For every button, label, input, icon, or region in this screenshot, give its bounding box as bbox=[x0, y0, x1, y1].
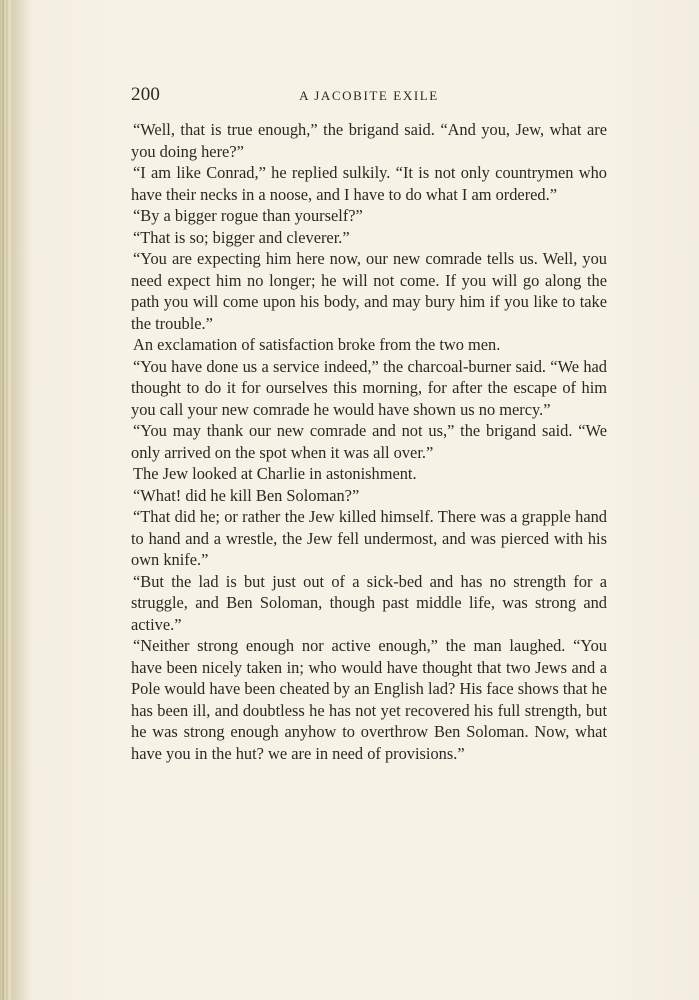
running-head bbox=[131, 84, 607, 108]
paragraph: “I am like Conrad,” he replied sulkily. “It is not only countrymen who have their necks in a noose, and I have to do what I am ordered.” bbox=[131, 163, 607, 204]
paragraph: “By a bigger rogue than yourself?” bbox=[133, 206, 363, 225]
page-number: 200 bbox=[131, 84, 161, 105]
paragraph: The Jew looked at Charlie in astonishment. bbox=[133, 464, 417, 483]
paragraph: “You are expecting him here now, our new comrade tells us. Well, you need expect him no longer; he will not come. If you will go along the path you will come upon his body, and may bury him if you like to take the trouble.” bbox=[131, 249, 607, 333]
paragraph: “You have done us a service indeed,” the charcoal-burner said. “We had thought to do it for ourselves this morning, for after the escape of him you call your new comrade he would have shown us no mercy.” bbox=[131, 356, 607, 419]
body-text bbox=[131, 119, 607, 764]
paragraph: “What! did he kill Ben Soloman?” bbox=[133, 485, 360, 505]
paragraph: “But the lad is but just out of a sick-bed and has no strength for a struggle, and Ben Soloman, though past middle life, was strong and active.” bbox=[131, 571, 607, 634]
paragraph: “Well, that is true enough,” the brigand said. “And you, Jew, what are you doing here?” bbox=[131, 120, 607, 161]
running-title: A JACOBITE EXILE bbox=[299, 88, 439, 103]
paragraph: “Neither strong enough nor active enough,” the man laughed. “You have been nicely taken in; who would have thought that two Jews and a Pole would have been cheated by an English lad? His face shows that he has been ill, and doubtless he has not yet recovered his full strength, but he was strong enough anyhow to overthrow Ben Soloman. Now, what have you in the hut? we are in need of provisions.” bbox=[131, 636, 607, 763]
paragraph: An exclamation of satisfaction broke from the two men. bbox=[133, 335, 501, 354]
gutter-shadow bbox=[12, 0, 32, 1000]
paragraph: “You may thank our new comrade and not us,” the brigand said. “We only arrived on the spot when it was all over.” bbox=[131, 421, 607, 462]
paragraph: “That did he; or rather the Jew killed himself. There was a grapple hand to hand and a wrestle, the Jew fell undermost, and was pierced with his own knife.” bbox=[131, 507, 607, 569]
book-binding-edge bbox=[0, 0, 12, 1000]
paragraph: “That is so; bigger and cleverer.” bbox=[133, 227, 350, 247]
